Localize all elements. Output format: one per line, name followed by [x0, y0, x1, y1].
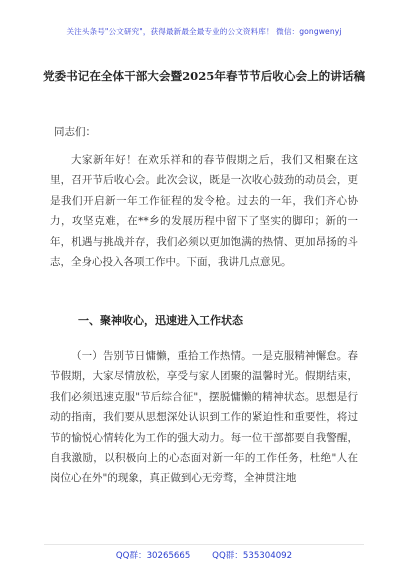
document-title: 党委书记在全体干部大会暨2025年春节节后收心会上的讲话稿 — [42, 69, 366, 83]
header-banner: 关注头条号"公文研究"，获得最新最全最专业的公文资料库！ 微信：gongwenyj — [66, 27, 342, 36]
intro-paragraph: 大家新年好！在欢乐祥和的春节假期之后，我们又相聚在这里，召开节后收心会。此次会议，既是一次收心鼓劲的动员会，更是我们开启新一年工作征程的发令枪。过去的一年，我们齐心协力，攻坚克难，在**乡的发展历程中留下了坚实的脚印；新的一年，机遇与挑战并存，我们必须以更加饱满的热情、更加昂扬的斗志，全身心投入各项工作中。下面，我讲几点意见。 — [50, 154, 358, 269]
footer-divider — [44, 544, 364, 545]
footer-contacts: QQ群：30265665 QQ群：535304092 — [115, 551, 293, 561]
section-paragraph: （一）告别节日慵懒，重拾工作热情。一是克服精神懈怠。春节假期，大家尽情放松，享受与家人团聚的温馨时光。假期结束，我们必须迅速克服"节后综合征"，摆脱慵懒的精神状态。思想是行动的指南，我们要从思想深处认识到工作的紧迫性和重要性，将过节的愉悦心情转化为工作的强大动力。每一位干部都要自我警醒，自我激励，以积极向上的心态面对新一年的工作任务，杜绝"人在岗位心在外"的现象，真正做到心无旁骛，全神贯注地 — [50, 350, 358, 485]
section-heading: 一、聚神收心，迅速进入工作状态 — [78, 314, 243, 327]
greeting: 同志们： — [54, 126, 96, 138]
